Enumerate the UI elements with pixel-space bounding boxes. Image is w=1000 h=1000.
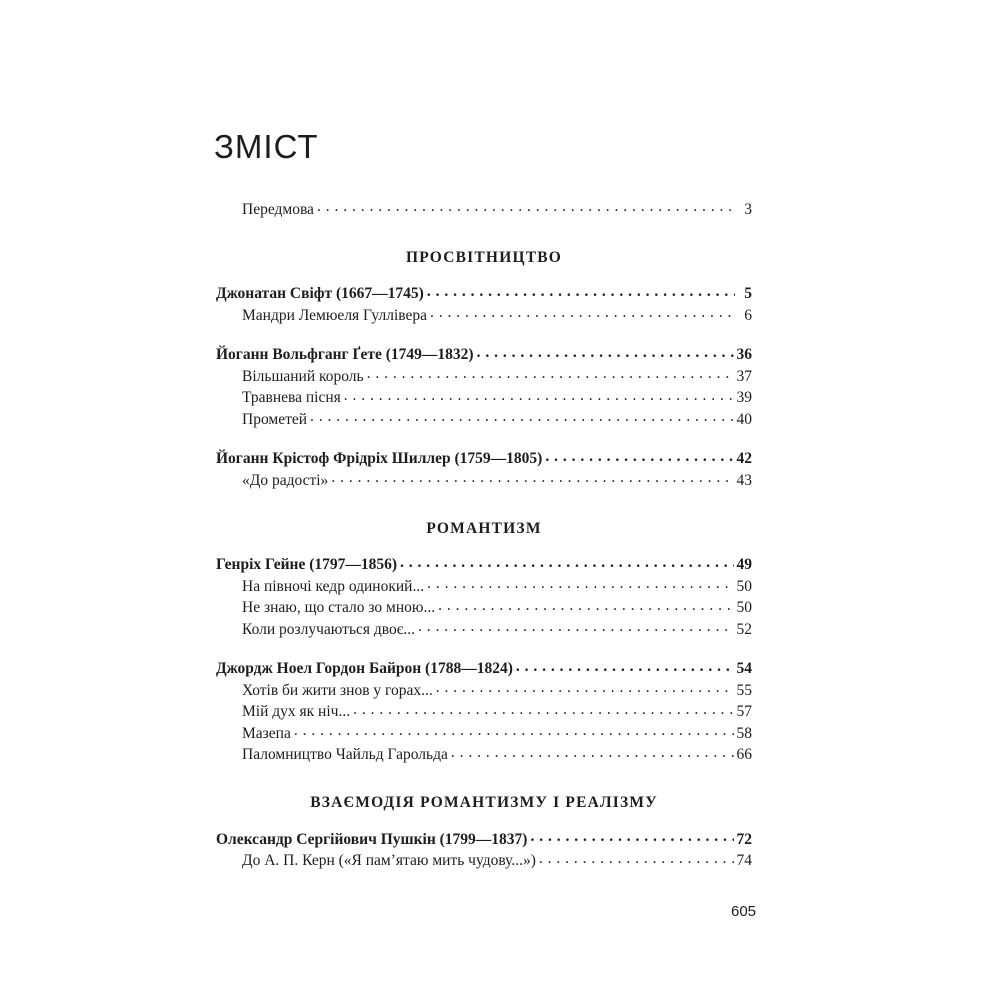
dot-leader xyxy=(427,283,735,299)
section-heading: ПРОСВІТНИЦТВО xyxy=(405,248,563,266)
author-name: Генріх Гейне (1797—1856) xyxy=(216,556,398,573)
entry-page: 50 xyxy=(736,599,752,616)
entry-page: 57 xyxy=(736,703,752,720)
toc-entry-author xyxy=(216,283,752,305)
entry-page: 54 xyxy=(736,660,752,677)
author-name: Олександр Сергійович Пушкін (1799—1837) xyxy=(216,830,528,848)
toc-entry-work xyxy=(216,701,752,723)
toc-entry-work xyxy=(216,679,752,701)
dot-leader xyxy=(545,448,733,464)
dot-leader xyxy=(418,618,733,634)
entry-page: 5 xyxy=(744,285,752,302)
entry-title: Мандри Лемюеля Гуллівера xyxy=(242,306,428,324)
entry-title: Прометей xyxy=(242,410,308,428)
toc-entry-work xyxy=(216,469,752,491)
entry-title: Вільшаний король xyxy=(242,367,364,385)
toc-entry-work xyxy=(216,744,752,766)
toc-entry-work xyxy=(216,408,752,430)
entry-page: 74 xyxy=(736,852,752,869)
author-name: Джордж Ноел Гордон Байрон (1788—1824) xyxy=(216,660,513,677)
entry-page: 49 xyxy=(736,556,752,573)
toc-entry-work xyxy=(216,304,752,326)
dot-leader xyxy=(436,679,734,695)
toc-entry-author xyxy=(216,658,752,680)
dot-leader xyxy=(427,575,733,591)
entry-page: 37 xyxy=(736,367,752,385)
dot-leader xyxy=(294,722,734,738)
entry-page: 43 xyxy=(736,471,752,489)
dot-leader xyxy=(451,744,734,760)
dot-leader xyxy=(367,365,734,381)
author-name: Джонатан Свіфт (1667—1745) xyxy=(216,285,424,302)
entry-title: На півночі кедр одинокий... xyxy=(242,577,425,595)
dot-leader xyxy=(344,387,734,403)
toc-entry-work xyxy=(216,575,752,597)
dot-leader xyxy=(530,828,733,844)
entry-page: 58 xyxy=(736,724,752,742)
toc-entry-author xyxy=(216,828,752,850)
entry-page: 40 xyxy=(736,410,752,428)
section-heading: РОМАНТИЗМ xyxy=(426,519,542,537)
entry-title: Коли розлучаються двоє... xyxy=(242,620,416,638)
entry-page: 36 xyxy=(736,346,752,363)
page-title: ЗМІСТ xyxy=(214,128,319,165)
toc-entry-work xyxy=(216,618,752,640)
dot-leader xyxy=(400,554,733,570)
author-name: Йоганн Вольфганг Ґете (1749—1832) xyxy=(216,346,474,363)
dot-leader xyxy=(539,850,734,866)
dot-leader xyxy=(310,408,733,424)
toc-entry-work xyxy=(216,722,752,744)
toc-entry-preface xyxy=(216,198,752,220)
dot-leader xyxy=(331,469,733,485)
author-name: Йоганн Крістоф Фрідріх Шиллер (1759—1805) xyxy=(216,450,543,467)
entry-title: Мій дух як ніч... xyxy=(242,703,351,720)
toc-entry-work xyxy=(216,365,752,387)
dot-leader xyxy=(353,701,733,717)
dot-leader xyxy=(477,344,734,360)
entry-page: 3 xyxy=(744,200,752,218)
entry-title: Хотів би жити знов у горах... xyxy=(242,681,433,699)
entry-title: Травнева пісня xyxy=(242,389,341,406)
toc-entry-author xyxy=(216,554,752,576)
page-number: 605 xyxy=(731,903,757,920)
dot-leader xyxy=(430,304,735,320)
dot-leader xyxy=(438,597,733,613)
entry-title: Не знаю, що стало зо мною... xyxy=(242,599,436,616)
toc-entry-author xyxy=(216,448,752,470)
entry-page: 66 xyxy=(736,746,752,763)
entry-page: 52 xyxy=(736,620,752,638)
section-heading: ВЗАЄМОДІЯ РОМАНТИЗМУ І РЕАЛІЗМУ xyxy=(310,794,658,811)
toc-entry-work xyxy=(216,387,752,409)
toc-entry-work xyxy=(216,850,752,872)
entry-page: 6 xyxy=(744,306,752,324)
entry-title: Паломництво Чайльд Гарольда xyxy=(242,746,448,763)
entry-title: «До радості» xyxy=(242,471,329,489)
entry-page: 42 xyxy=(736,450,752,467)
toc-entry-author xyxy=(216,344,752,366)
entry-page: 72 xyxy=(736,830,752,848)
entry-title: До А. П. Керн («Я пам’ятаю мить чудову...») xyxy=(242,852,536,869)
entry-title: Передмова xyxy=(242,200,314,218)
toc-entry-work xyxy=(216,597,752,619)
entry-page: 55 xyxy=(736,681,752,699)
table-of-contents xyxy=(216,198,752,871)
entry-page: 50 xyxy=(736,577,752,595)
entry-page: 39 xyxy=(736,389,752,406)
dot-leader xyxy=(317,198,735,214)
entry-title: Мазепа xyxy=(242,724,291,742)
dot-leader xyxy=(516,658,734,674)
